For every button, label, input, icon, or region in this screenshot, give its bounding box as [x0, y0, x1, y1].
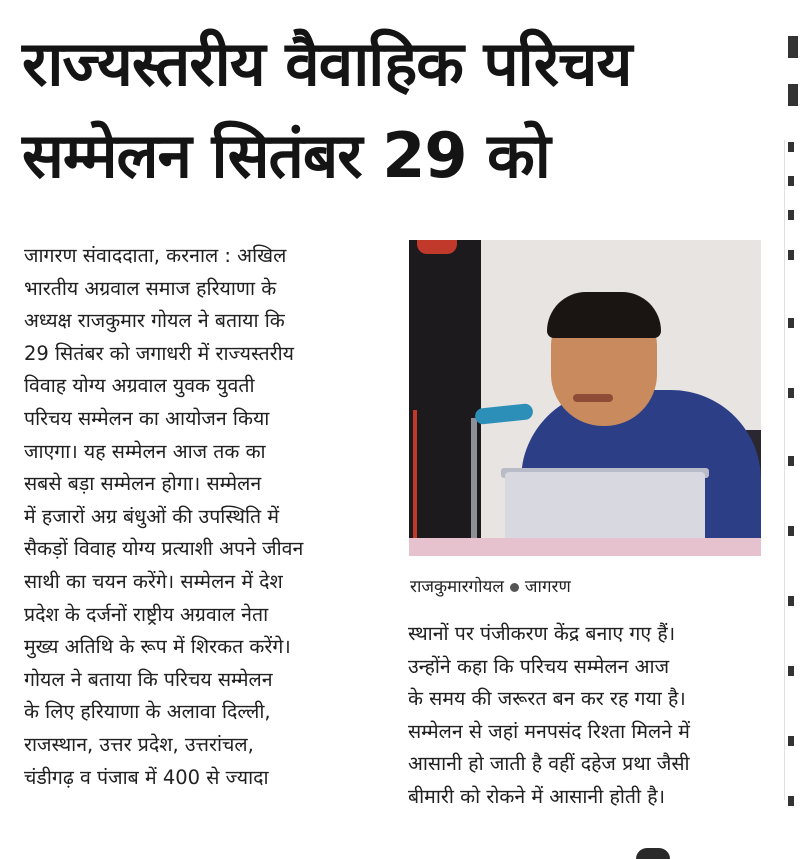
- caption-credit: जागरण: [524, 577, 571, 597]
- body-column-left: [24, 240, 384, 794]
- body-line: उन्होंने कहा कि परिचय सम्मेलन आज: [408, 654, 670, 678]
- body-line: बीमारी को रोकने में आसानी होती है।: [408, 784, 665, 808]
- body-line: गोयल ने बताया कि परिचय सम्मेलन: [24, 667, 273, 691]
- body-line: प्रदेश के दर्जनों राष्ट्रीय अग्रवाल नेता: [24, 602, 269, 626]
- body-line: स्थानों पर पंजीकरण केंद्र बनाए गए हैं।: [408, 622, 676, 645]
- body-line: भारतीय अग्रवाल समाज हरियाणा के: [24, 276, 277, 300]
- body-line: परिचय सम्मेलन का आयोजन किया: [24, 406, 270, 430]
- headline-line-1: राज्यस्तरीय वैवाहिक परिचय: [22, 27, 632, 100]
- body-line: मुख्य अतिथि के रूप में शिरकत करेंगे।: [24, 635, 291, 659]
- caption-name: राजकुमारगोयल: [410, 577, 504, 597]
- adjacent-article-fragment: [788, 0, 800, 859]
- headline: [22, 18, 762, 202]
- fragment-glyph: [788, 250, 794, 260]
- body-line: जाएगा। यह सम्मेलन आज तक का: [24, 439, 266, 463]
- bullet-icon: [510, 583, 519, 592]
- fragment-glyph: [788, 388, 794, 398]
- body-line: के समय की जरूरत बन कर रह गया है।: [408, 687, 686, 711]
- fragment-glyph: [788, 210, 794, 220]
- body-line: सैकड़ों विवाह योग्य प्रत्याशी अपने जीवन: [24, 537, 304, 561]
- body-line: के लिए हरियाणा के अलावा दिल्ली,: [24, 700, 271, 724]
- body-line: 29 सितंबर को जगाधरी में राज्यस्तरीय: [24, 341, 294, 365]
- photo-mic-stand: [471, 418, 477, 538]
- fragment-glyph: [788, 176, 794, 186]
- next-article-fragment: [636, 848, 670, 859]
- body-line: में हजारों अग्र बंधुओं की उपस्थिति में: [24, 504, 280, 528]
- photo-caption: [410, 574, 571, 597]
- speaker-photo: [409, 240, 761, 556]
- fragment-glyph: [788, 736, 794, 746]
- headline-line-2: सम्मेलन सितंबर 29 को: [22, 119, 550, 192]
- fragment-glyph: [788, 526, 794, 536]
- column-divider: [784, 140, 785, 800]
- fragment-glyph: [788, 142, 794, 152]
- fragment-glyph: [788, 796, 794, 806]
- body-line: आसानी हो जाती है वहीं दहेज प्रथा जैसी: [408, 752, 690, 776]
- body-line: सबसे बड़ा सम्मेलन होगा। सम्मेलन: [24, 472, 262, 496]
- body-line: राजस्थान, उत्तर प्रदेश, उत्तरांचल,: [24, 732, 254, 756]
- body-line: साथी का चयन करेंगे। सम्मेलन में देश: [24, 569, 283, 593]
- fragment-glyph: [788, 666, 794, 676]
- photo-speaker-hair: [547, 292, 661, 338]
- body-line: विवाह योग्य अग्रवाल युवक युवती: [24, 374, 255, 398]
- fragment-glyph: [788, 36, 798, 58]
- fragment-glyph: [788, 84, 798, 106]
- body-line: अध्यक्ष राजकुमार गोयल ने बताया कि: [24, 309, 285, 333]
- photo-podium: [505, 472, 705, 544]
- fragment-glyph: [788, 456, 794, 466]
- photo-speaker-mouth: [573, 394, 613, 402]
- body-column-right: [408, 618, 764, 814]
- photo-table-cloth: [409, 538, 761, 556]
- photo-wire: [413, 410, 417, 540]
- body-line: चंडीगढ़ व पंजाब में 400 से ज्यादा: [24, 765, 269, 789]
- body-line: सम्मेलन से जहां मनपसंद रिश्ता मिलने में: [408, 719, 690, 743]
- body-line: जागरण संवाददाता, करनाल : अखिल: [24, 244, 287, 267]
- fragment-glyph: [788, 318, 794, 328]
- fragment-glyph: [788, 596, 794, 606]
- photo-red-fixture: [417, 240, 457, 254]
